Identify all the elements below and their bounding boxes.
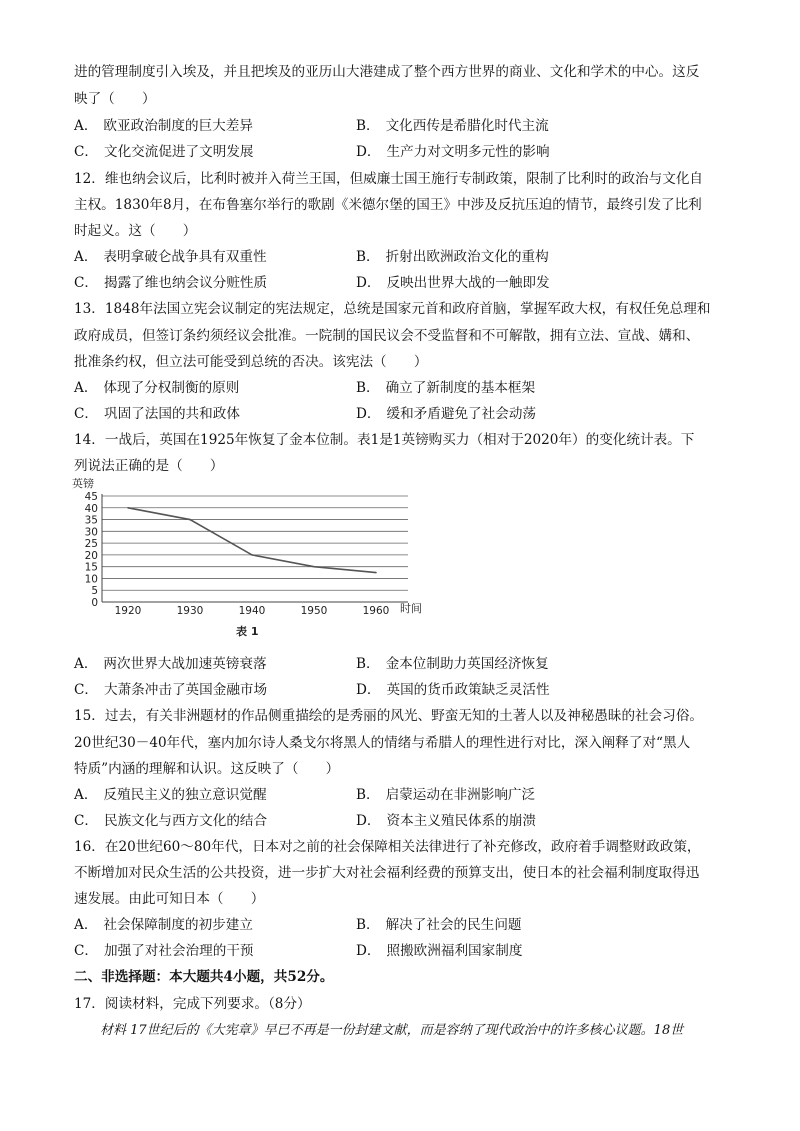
option-text: 金本位制助力英国经济恢复 xyxy=(385,656,549,672)
option-letter: C． xyxy=(74,144,98,160)
option-letter: C． xyxy=(74,943,98,959)
x-tick-label: 1950 xyxy=(300,605,328,617)
q13-option-b[interactable] xyxy=(356,378,535,398)
series-line xyxy=(128,508,376,573)
q14-option-b[interactable] xyxy=(356,654,549,674)
option-text: 反映出世界大战的一触即发 xyxy=(386,275,550,291)
y-tick-label: 45 xyxy=(84,491,98,503)
option-letter: B． xyxy=(356,118,380,134)
q15-option-b[interactable] xyxy=(356,785,535,805)
option-letter: B． xyxy=(356,787,380,803)
option-letter: D． xyxy=(356,406,381,422)
chart-x-ticks xyxy=(115,605,390,617)
chart-y-label: 英镑 xyxy=(72,478,94,490)
q17-line-1: 17．阅读材料，完成下列要求。（8分） xyxy=(74,996,311,1012)
y-tick-label: 5 xyxy=(91,585,98,598)
pound-purchasing-power-chart xyxy=(70,478,430,648)
option-text: 反殖民主义的独立意识觉醒 xyxy=(103,787,267,803)
option-letter: B． xyxy=(356,249,380,265)
option-text: 两次世界大战加速英镑衰落 xyxy=(103,656,267,672)
q12-option-a[interactable] xyxy=(74,247,267,267)
q14-option-d[interactable] xyxy=(356,680,550,700)
q16-line-3: 速发展。由此可知日本（ ） xyxy=(74,891,265,907)
option-text: 确立了新制度的基本框架 xyxy=(385,380,536,396)
y-tick-label: 40 xyxy=(84,502,98,515)
x-tick-label: 1940 xyxy=(238,605,266,617)
q15-line-2: 20世纪30－40年代，塞内加尔诗人桑戈尔将黑人的情绪与希腊人的理性进行对比，深入阐释了对“黑人 xyxy=(74,735,691,751)
y-tick-label: 25 xyxy=(84,538,98,551)
q13-line-1: 13．1848年法国立宪会议制定的宪法规定，总统是国家元首和政府首脑，掌握军政大权，有权任免总理和 xyxy=(74,301,711,317)
q15-line-3: 特质”内涵的理解和认识。这反映了（ ） xyxy=(74,761,340,777)
option-text: 英国的货币政策缺乏灵活性 xyxy=(386,682,550,698)
option-letter: D． xyxy=(356,275,381,291)
option-letter: B． xyxy=(356,380,380,396)
option-text: 加强了对社会治理的干预 xyxy=(104,943,254,959)
q15-option-c[interactable] xyxy=(74,811,267,831)
option-text: 文化交流促进了文明发展 xyxy=(104,144,254,160)
q14-line-1: 14．一战后，英国在1925年恢复了金本位制。表1是1英镑购买力（相对于2020年）的变化统计表。下 xyxy=(74,432,695,448)
x-tick-label: 1960 xyxy=(362,605,390,617)
option-letter: A． xyxy=(74,917,98,933)
option-letter: A． xyxy=(74,656,98,672)
y-tick-label: 35 xyxy=(84,514,98,527)
chart-caption: 表 1 xyxy=(236,625,259,638)
q14-option-c[interactable] xyxy=(74,680,267,700)
option-letter: C． xyxy=(74,813,98,829)
option-letter: D． xyxy=(356,144,381,160)
option-text: 照搬欧洲福利国家制度 xyxy=(386,943,523,959)
q16-option-b[interactable] xyxy=(356,915,522,935)
option-letter: B． xyxy=(356,656,380,672)
option-text: 欧亚政治制度的巨大差异 xyxy=(103,118,253,134)
option-text: 解决了社会的民生问题 xyxy=(385,917,522,933)
data-point xyxy=(127,507,129,509)
option-letter: C． xyxy=(74,406,98,422)
q11-line-2: 映了（ ） xyxy=(74,91,156,107)
chart-series xyxy=(127,507,377,573)
q13-line-2: 政府成员，但签订条约须经议会批准。一院制的国民议会不受监督和不可解散，拥有立法、宣战、媾和、 xyxy=(74,328,700,344)
option-text: 折射出欧洲政治文化的重构 xyxy=(385,249,549,265)
option-text: 文化西传是希腊化时代主流 xyxy=(385,118,549,134)
option-text: 巩固了法国的共和政体 xyxy=(104,406,240,422)
y-tick-label: 10 xyxy=(84,573,98,586)
q11-option-c[interactable] xyxy=(74,142,254,162)
option-text: 大萧条冲击了英国金融市场 xyxy=(104,682,268,698)
q12-line-1: 12．维也纳会议后，比利时被并入荷兰王国，但威廉士国王施行专制政策，限制了比利时的政治与文化自 xyxy=(74,171,704,187)
y-tick-label: 15 xyxy=(84,561,98,574)
option-text: 缓和矛盾避免了社会动荡 xyxy=(386,406,537,422)
q12-option-b[interactable] xyxy=(356,247,549,267)
x-tick-label: 1930 xyxy=(176,605,204,617)
data-point xyxy=(251,554,253,556)
y-tick-label: 0 xyxy=(91,597,98,609)
q16-option-a[interactable] xyxy=(74,915,253,935)
q16-option-c[interactable] xyxy=(74,941,254,961)
q13-line-3: 批准条约权，但立法可能受到总统的否决。该宪法（ ） xyxy=(74,354,428,370)
y-tick-label: 30 xyxy=(84,526,98,539)
chart-y-ticks xyxy=(85,491,98,609)
q12-line-3: 时起义。这（ ） xyxy=(74,223,197,239)
chart-grid xyxy=(102,494,408,602)
x-tick-label: 1920 xyxy=(114,605,142,617)
option-letter: D． xyxy=(356,943,381,959)
q13-option-a[interactable] xyxy=(74,378,239,398)
option-text: 生产力对文明多元性的影响 xyxy=(386,144,550,160)
option-text: 启蒙运动在非洲影响广泛 xyxy=(385,787,536,803)
data-point xyxy=(189,519,191,521)
option-letter: A． xyxy=(74,118,98,134)
q11-option-b[interactable] xyxy=(356,116,549,136)
q16-line-1: 16．在20世纪60～80年代，日本对之前的社会保障相关法律进行了补充修改，政府着手调整财政政策， xyxy=(74,839,701,855)
q11-line-1: 进的管理制度引入埃及，并且把埃及的亚历山大港建成了整个西方世界的商业、文化和学术的中心。这反 xyxy=(74,64,700,80)
q15-option-a[interactable] xyxy=(74,785,267,805)
option-text: 揭露了维也纳会议分赃性质 xyxy=(104,275,268,291)
option-text: 社会保障制度的初步建立 xyxy=(103,917,253,933)
q11-option-a[interactable] xyxy=(74,116,253,136)
option-letter: D． xyxy=(356,813,381,829)
q14-line-2: 列说法正确的是（ ） xyxy=(74,458,224,474)
q12-option-d[interactable] xyxy=(356,273,550,293)
q15-option-d[interactable] xyxy=(356,811,536,831)
option-letter: A． xyxy=(74,380,98,396)
q14-option-a[interactable] xyxy=(74,654,267,674)
option-letter: C． xyxy=(74,275,98,291)
option-letter: D． xyxy=(356,682,381,698)
option-text: 资本主义殖民体系的崩溃 xyxy=(386,813,537,829)
option-letter: C． xyxy=(74,682,98,698)
y-tick-label: 20 xyxy=(84,549,98,562)
q11-option-d[interactable] xyxy=(356,142,550,162)
q16-line-2: 不断增加对民众生活的公共投资，进一步扩大对社会福利经费的预算支出，使日本的社会福利制度取得迅 xyxy=(74,865,700,881)
data-point xyxy=(375,572,377,574)
option-text: 民族文化与西方文化的结合 xyxy=(104,813,268,829)
q15-line-1: 15．过去，有关非洲题材的作品侧重描绘的是秀丽的风光、野蛮无知的土著人以及神秘愚昧的社会习俗。 xyxy=(74,708,704,724)
option-letter: A． xyxy=(74,249,98,265)
data-point xyxy=(313,566,315,568)
q16-option-d[interactable] xyxy=(356,941,522,961)
q13-option-c[interactable] xyxy=(74,404,240,424)
option-text: 体现了分权制衡的原则 xyxy=(103,380,240,396)
q12-line-2: 主权。1830年8月，在布鲁塞尔举行的歌剧《米德尔堡的国王》中涉及反抗压迫的情节，最终引发了比利 xyxy=(74,197,702,213)
q13-option-d[interactable] xyxy=(356,404,536,424)
section-heading: 二、非选择题：本大题共4小题，共52分。 xyxy=(74,969,334,985)
chart-x-label: 时间 xyxy=(400,602,422,615)
option-letter: A． xyxy=(74,787,98,803)
option-letter: B． xyxy=(356,917,380,933)
option-text: 表明拿破仑战争具有双重性 xyxy=(103,249,267,265)
q12-option-c[interactable] xyxy=(74,273,267,293)
q17-material: 材料 17世纪后的《大宪章》早已不再是一份封建文献，而是容纳了现代政治中的许多核心议题。18世 xyxy=(100,1023,684,1038)
